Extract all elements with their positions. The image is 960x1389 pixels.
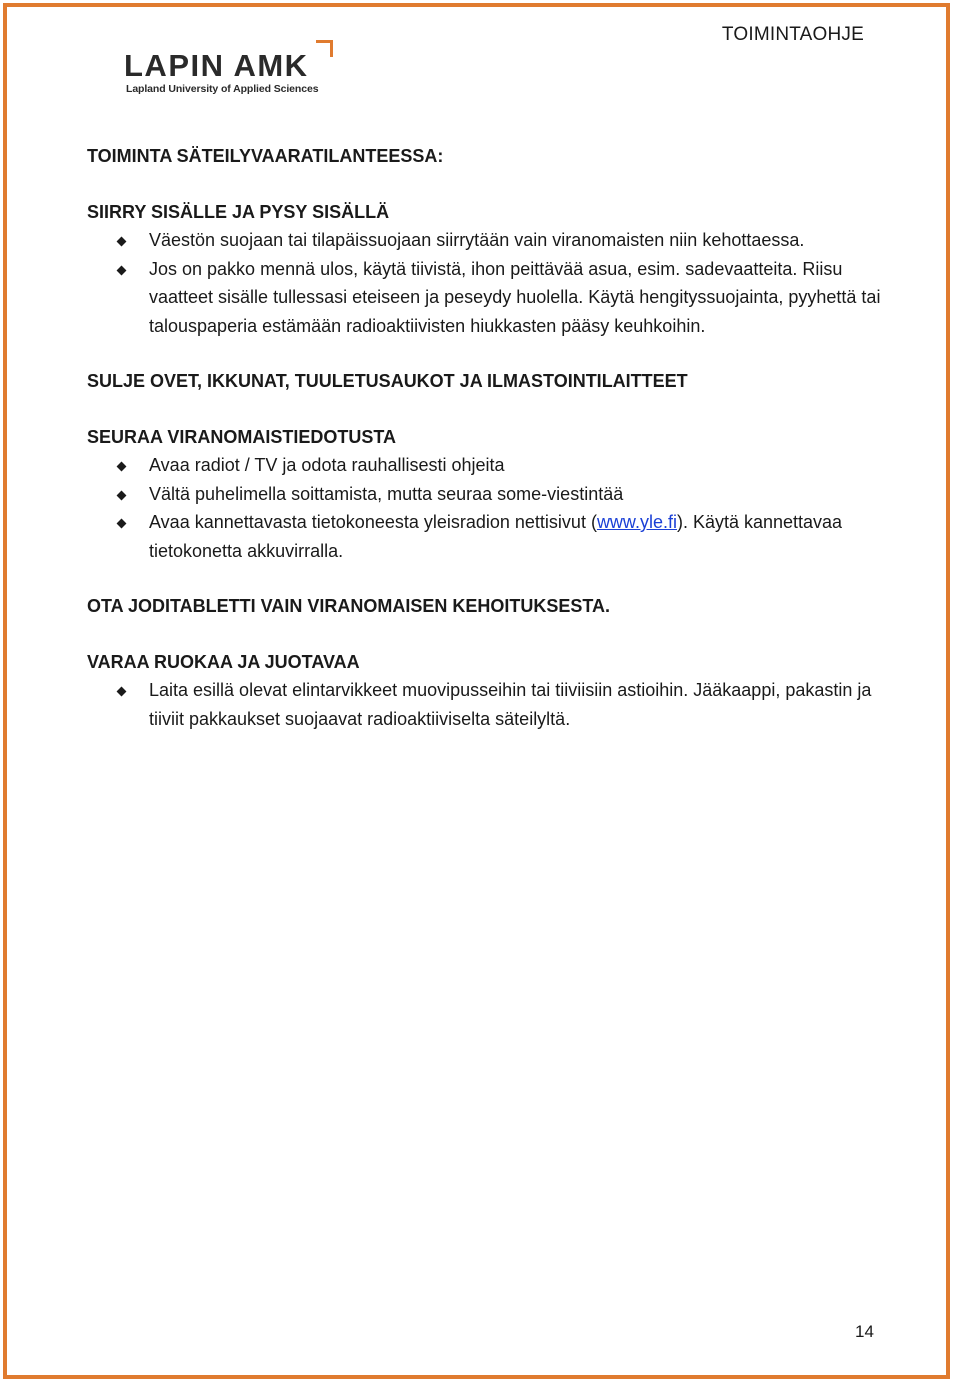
list-item [87, 480, 887, 509]
yle-website-link[interactable]: www.yle.fi [596, 512, 677, 532]
section-heading-stay-inside: SIIRRY SISÄLLE JA PYSY SISÄLLÄ [87, 201, 390, 222]
bullet-icon [117, 490, 127, 500]
list-item-text-after-link: ). Käytä kannettavaa tietokonetta akkuvirralla. [149, 512, 843, 561]
bullet-list-stay-inside [87, 226, 887, 340]
bullet-icon [117, 462, 127, 472]
list-item [87, 508, 887, 565]
section-heading-iodine-tablet: OTA JODITABLETTI VAIN VIRANOMAISEN KEHOITUKSESTA. [87, 596, 611, 616]
bullet-icon [117, 265, 127, 275]
list-item-text: Jos on pakko mennä ulos, käytä tiivistä, ihon peittävää asua, esim. sadevaatteita. Riisu vaatteet sisälle tullessasi eteiseen ja peseydy huolella. Käytä hengityssuojainta, pyyhettä tai talouspaperia estämään radioaktiivisten hiukkasten pääsy keuhkoihin. [149, 258, 881, 336]
bullet-icon [117, 237, 127, 247]
logo-bracket-icon [316, 40, 333, 57]
section-heading-follow-announcements: SEURAA VIRANOMAISTIEDOTUSTA [87, 426, 397, 447]
document-type-label: TOIMINTAOHJE [721, 24, 864, 45]
list-item-text: Avaa radiot / TV ja odota rauhallisesti ohjeita [149, 455, 505, 475]
list-item-text: Väestön suojaan tai tilapäissuojaan siirrytään vain viranomaisten niin kehottaessa. [149, 230, 805, 250]
list-item [87, 255, 887, 341]
page-number: 14 [855, 1322, 874, 1341]
lapin-amk-logo [124, 40, 334, 98]
bullet-icon [117, 519, 127, 529]
bullet-list-follow-announcements [87, 451, 887, 565]
document-body [87, 142, 887, 733]
logo-name: LAPIN AMK [124, 48, 309, 83]
list-item [87, 676, 887, 733]
logo-subtitle: Lapland University of Applied Sciences [126, 83, 319, 95]
list-item [87, 226, 887, 255]
list-item-text: Laita esillä olevat elintarvikkeet muovipusseihin tai tiiviisiin astioihin. Jääkaappi, pakastin ja tiiviit pakkaukset suojaavat radioaktiiviselta säteilyltä. [149, 680, 872, 729]
list-item [87, 451, 887, 480]
bullet-icon [117, 687, 127, 697]
list-item-text: Vältä puhelimella soittamista, mutta seuraa some-viestintää [149, 483, 624, 504]
bullet-list-food-water [87, 676, 887, 733]
section-heading-food-water: VARAA RUOKAA JA JUOTAVAA [87, 651, 360, 672]
document-title: TOIMINTA SÄTEILYVAARATILANTEESSA: [87, 146, 444, 166]
list-item-text-before-link: Avaa kannettavasta tietokoneesta yleisradion nettisivut ( [149, 512, 597, 532]
section-heading-close-openings: SULJE OVET, IKKUNAT, TUULETUSAUKOT JA ILMASTOINTILAITTEET [87, 371, 688, 391]
